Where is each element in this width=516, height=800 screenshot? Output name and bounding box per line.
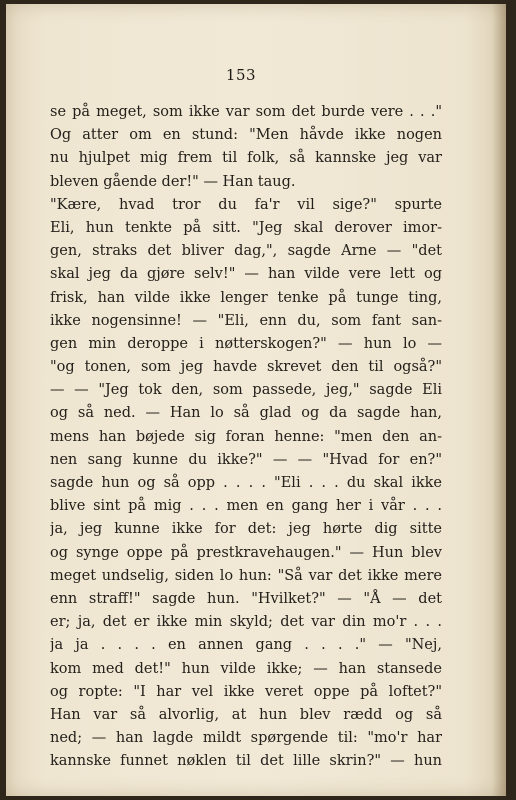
text-line: ikke nogensinne! — "Eli, enn du, som fant san- (50, 312, 442, 329)
text-line: og så ned. — Han lo så glad og da sagde han, (50, 405, 442, 422)
text-line: ja ja . . . . en annen gang . . . ." — "Nej, (50, 637, 442, 654)
text-line: og synge oppe på prestkravehaugen." — Hun blev (50, 544, 442, 561)
text-line: gen min deroppe i nøtterskogen?" — hun lo — (50, 335, 442, 352)
text-line: Eli, hun tenkte på sitt. "Jeg skal derover imor- (50, 219, 442, 236)
text-line: — — "Jeg tok den, som passede, jeg," sagde Eli (50, 382, 442, 399)
text-line: nu hjulpet mig frem til folk, så kannske jeg var (50, 150, 442, 167)
text-line: bleven gående der!" — Han taug. (50, 173, 296, 190)
page-gutter-shadow (492, 4, 506, 796)
text-line: "og tonen, som jeg havde skrevet den til også?" (50, 359, 442, 376)
text-line: skal jeg da gjøre selv!" — han vilde vere lett og (50, 266, 442, 283)
text-line: se på meget, som ikke var som det burde vere . . ." (50, 104, 442, 120)
text-line: ned; — han lagde mildt spørgende til: "mo'r har (50, 730, 442, 747)
book-page (6, 4, 506, 796)
text-line: enn straff!" sagde hun. "Hvilket?" — "Å — det (50, 590, 442, 607)
text-line: "Kære, hvad tror du fa'r vil sige?" spurte (50, 196, 442, 213)
text-line: Han var så alvorlig, at hun blev rædd og så (50, 706, 442, 723)
page-number: 153 (225, 66, 257, 84)
body-text (50, 101, 442, 773)
text-line: blive sint på mig . . . men en gang her i vår . . . (50, 498, 442, 515)
text-line: og ropte: "I har vel ikke veret oppe på loftet?" (50, 683, 442, 700)
text-line: nen sang kunne du ikke?" — — "Hvad for en?" (50, 451, 442, 468)
text-line: er; ja, det er ikke min skyld; det var din mo'r . . . (50, 614, 442, 631)
text-line: meget undselig, siden lo hun: "Så var det ikke mere (50, 567, 442, 584)
text-line: mens han bøjede sig foran henne: "men den an- (50, 428, 442, 445)
text-line: ja, jeg kunne ikke for det: jeg hørte dig sitte (50, 521, 442, 538)
text-line: gen, straks det bliver dag,", sagde Arne — "det (50, 243, 442, 260)
text-line: frisk, han vilde ikke lenger tenke på tunge ting, (50, 289, 442, 306)
text-line: sagde hun og så opp . . . . "Eli . . . du skal ikke (50, 475, 442, 491)
text-line: kannske funnet nøklen til det lille skrin?" — hun (50, 753, 442, 770)
text-line: Og atter om en stund: "Men håvde ikke nogen (50, 127, 442, 144)
text-line: kom med det!" hun vilde ikke; — han stansede (50, 660, 442, 677)
